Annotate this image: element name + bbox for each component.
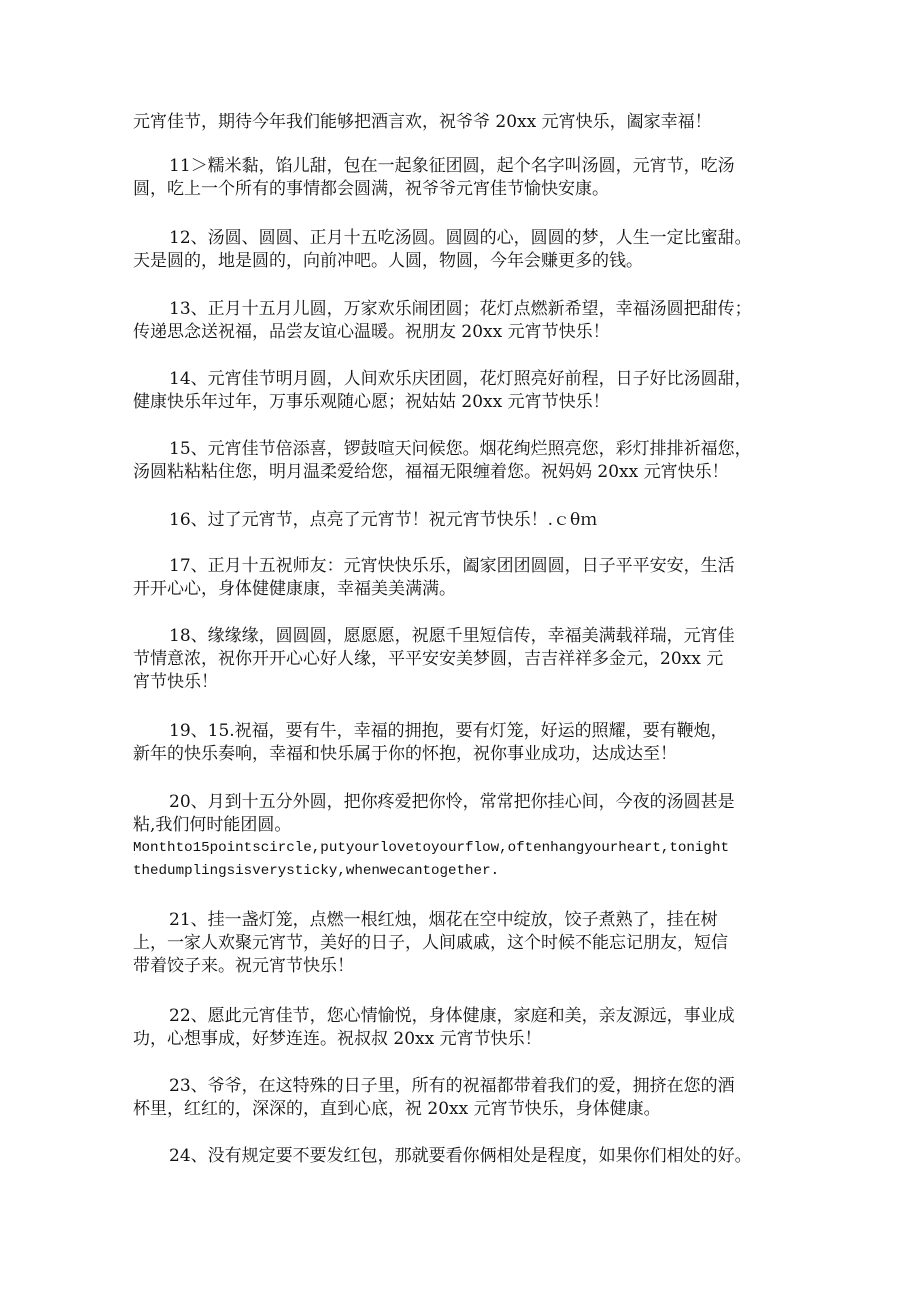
text-line: 健康快乐年过年，万事乐观随心愿；祝姑姑 20xx 元宵节快乐！	[133, 392, 610, 412]
paragraph-16	[133, 509, 793, 532]
paragraph-11	[133, 155, 793, 201]
paragraph-24	[133, 1145, 793, 1168]
text-line: 14、元宵佳节明月圆，人间欢乐庆团圆，花灯照亮好前程，日子好比汤圆甜，	[169, 369, 752, 389]
text-line: 22、愿此元宵佳节，您心情愉悦，身体健康，家庭和美，亲友源远，事业成	[169, 1006, 735, 1026]
paragraph-10-tail	[133, 111, 793, 134]
text-line: 19、15.祝福，要有牛，幸福的拥抱，要有灯笼，好运的照耀，要有鞭炮，	[169, 721, 728, 741]
text-line: 汤圆粘粘粘住您，明月温柔爱给您，福福无限缠着您。祝妈妈 20xx 元宵快乐！	[133, 462, 729, 482]
text-line: 宵节快乐！	[133, 672, 218, 692]
text-line: 11＞糯米黏，馅儿甜，包在一起象征团圆，起个名字叫汤圆，元宵节，吃汤	[169, 156, 735, 176]
text-line: 15、元宵佳节倍添喜，锣鼓喧天问候您。烟花绚烂照亮您，彩灯排排祈福您，	[169, 439, 752, 459]
paragraph-14	[133, 368, 793, 414]
text-line: 上，一家人欢聚元宵节，美好的日子，人间戚戚，这个时候不能忘记朋友，短信	[133, 933, 728, 953]
text-line: 13、正月十五月儿圆，万家欢乐闹团圆；花灯点燃新希望，幸福汤圆把甜传；	[169, 299, 752, 319]
text-line: 传递思念送祝福，品尝友谊心温暖。祝朋友 20xx 元宵节快乐！	[133, 322, 610, 342]
text-line: 元宵佳节，期待今年我们能够把酒言欢，祝爷爷 20xx 元宵快乐，阖家幸福！	[133, 112, 712, 132]
paragraph-13	[133, 298, 793, 344]
text-line: 节情意浓，祝你开开心心好人缘，平平安安美梦圆，吉吉祥祥多金元，20xx 元	[133, 649, 724, 669]
text-line: 杯里，红红的，深深的，直到心底，祝 20xx 元宵节快乐，身体健康。	[133, 1099, 661, 1119]
text-line: 21、挂一盏灯笼，点燃一根红烛，烟花在空中绽放，饺子煮熟了，挂在树	[169, 910, 718, 930]
text-line: 24、没有规定要不要发红包，那就要看你俩相处是程度，如果你们相处的好。	[169, 1146, 752, 1166]
text-line: 粘,我们何时能团圆。	[133, 815, 292, 835]
paragraph-17	[133, 555, 793, 601]
english-text-line: thedumplingsisverysticky,whenwecantogether.	[133, 863, 500, 879]
text-line: 18、缘缘缘，圆圆圆，愿愿愿，祝愿千里短信传，幸福美满载祥瑞，元宵佳	[169, 626, 735, 646]
text-line: 功，心想事成，好梦连连。祝叔叔 20xx 元宵节快乐！	[133, 1029, 542, 1049]
paragraph-19	[133, 720, 793, 766]
text-line: 圆，吃上一个所有的事情都会圆满，祝爷爷元宵佳节愉快安康。	[133, 179, 609, 199]
text-line: 17、正月十五祝师友：元宵快快乐乐，阖家团团圆圆，日子平平安安，生活	[169, 556, 735, 576]
english-text-line: Monthto15pointscircle,putyourlovetoyourflow,oftenhangyourheart,tonight	[133, 840, 729, 856]
paragraph-12	[133, 227, 793, 273]
text-line: 23、爷爷，在这特殊的日子里，所有的祝福都带着我们的爱，拥挤在您的酒	[169, 1076, 735, 1096]
paragraph-15	[133, 438, 793, 484]
paragraph-21	[133, 909, 793, 978]
paragraph-22	[133, 1005, 793, 1051]
paragraph-23	[133, 1075, 793, 1121]
text-line: 12、汤圆、圆圆、正月十五吃汤圆。圆圆的心，圆圆的梦，人生一定比蜜甜。	[169, 228, 752, 248]
text-line: 20、月到十五分外圆，把你疼爱把你怜，常常把你挂心间，今夜的汤圆甚是	[169, 792, 735, 812]
paragraph-20	[133, 791, 793, 883]
text-line: 16、过了元宵节，点亮了元宵节！祝元宵节快乐！.ｃθｍ	[169, 510, 598, 530]
text-line: 天是圆的，地是圆的，向前冲吧。人圆，物圆，今年会赚更多的钱。	[133, 251, 643, 271]
text-line: 开开心心，身体健健康康，幸福美美满满。	[133, 579, 456, 599]
text-line: 新年的快乐奏响，幸福和快乐属于你的怀抱，祝你事业成功，达成达至！	[133, 744, 677, 764]
text-line: 带着饺子来。祝元宵节快乐！	[133, 956, 354, 976]
paragraph-18	[133, 625, 793, 694]
